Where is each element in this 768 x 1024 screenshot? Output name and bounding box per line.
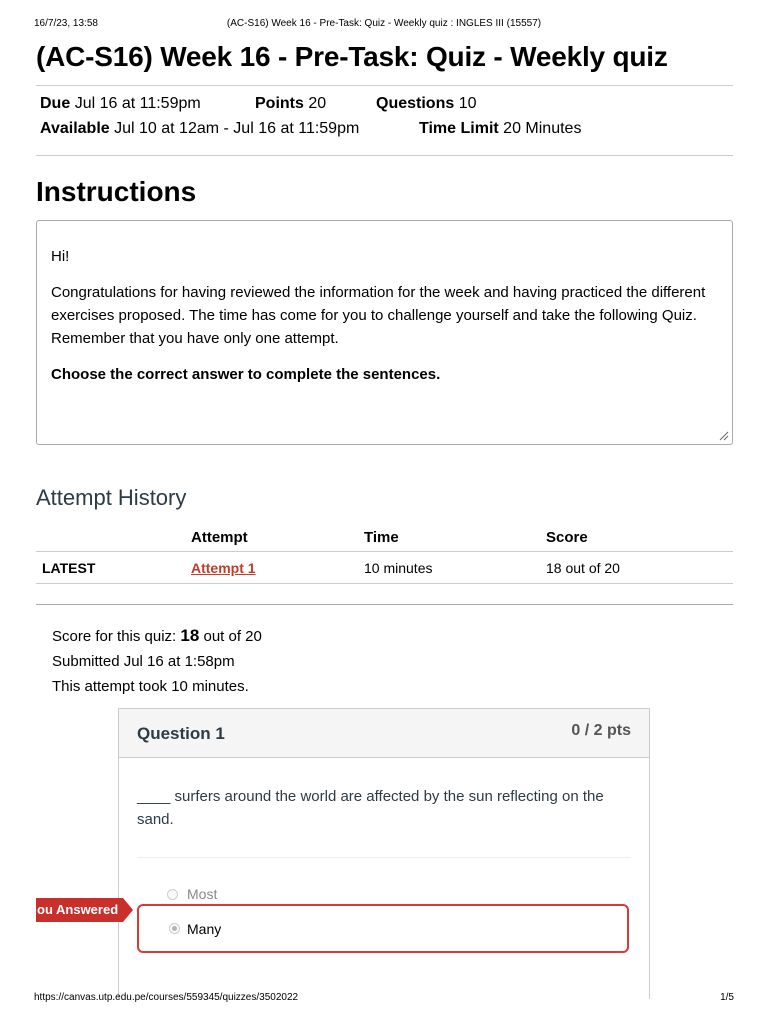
instructions-heading: Instructions: [36, 176, 197, 207]
column-header-attempt: Attempt: [191, 523, 364, 552]
points-detail: [255, 95, 326, 113]
questions-value: 10: [458, 95, 477, 112]
instructions-box: [36, 220, 733, 445]
time-limit-label: Time Limit: [419, 120, 499, 137]
print-page-number: 1/5: [720, 992, 734, 1003]
question-points: 0 / 2 pts: [571, 722, 631, 739]
instructions-greeting: Hi!: [51, 248, 70, 265]
attempt-link-cell: [191, 552, 364, 584]
time-limit-value: 20 Minutes: [503, 120, 582, 137]
score-prefix: Score for this quiz:: [52, 628, 181, 645]
table-row: [36, 552, 733, 584]
answer-label: Many: [187, 921, 222, 937]
submitted-line: Submitted Jul 16 at 1:58pm: [52, 653, 235, 670]
resize-handle-icon[interactable]: [719, 431, 729, 441]
print-page-title: (AC-S16) Week 16 - Pre-Task: Quiz - Weekly quiz : INGLES III (15557): [226, 18, 542, 29]
question-header: [119, 709, 649, 758]
available-label: Available: [40, 120, 110, 137]
question-divider: [137, 857, 631, 858]
attempt-1-link[interactable]: Attempt 1: [191, 559, 256, 576]
due-value: Jul 16 at 11:59pm: [74, 95, 201, 112]
page-title: (AC-S16) Week 16 - Pre-Task: Quiz - Weekly quiz: [36, 41, 668, 72]
question-text: ____ surfers around the world are affected by the sun reflecting on the sand.: [137, 788, 604, 828]
duration-line: This attempt took 10 minutes.: [52, 678, 249, 695]
instructions-directive: Choose the correct answer to complete the sentences.: [51, 366, 441, 383]
time-limit-detail: [419, 120, 581, 138]
divider: [36, 604, 733, 605]
questions-label: Questions: [376, 95, 455, 112]
points-label: Points: [255, 95, 304, 112]
column-header-blank: [36, 523, 191, 552]
answer-label: Most: [187, 886, 218, 902]
table-header-row: [36, 523, 733, 552]
answer-option-many[interactable]: [137, 904, 629, 953]
attempt-score: 18 out of 20: [546, 552, 733, 584]
radio-checked-icon[interactable]: [169, 923, 180, 934]
quiz-details: [36, 85, 733, 156]
available-detail: [40, 120, 359, 138]
column-header-score: Score: [546, 523, 733, 552]
radio-unchecked-icon[interactable]: [167, 889, 178, 900]
attempt-row-label: LATEST: [36, 552, 191, 584]
available-value: Jul 10 at 12am - Jul 16 at 11:59pm: [114, 120, 360, 137]
print-url: https://canvas.utp.edu.pe/courses/559345/quizzes/3502022: [34, 992, 299, 1003]
quiz-score-summary: [52, 623, 262, 699]
question-1-card: [118, 708, 650, 999]
questions-detail: [376, 95, 476, 113]
points-value: 20: [308, 95, 327, 112]
print-timestamp: 16/7/23, 13:58: [34, 18, 98, 29]
score-line: [52, 623, 262, 649]
column-header-time: Time: [364, 523, 546, 552]
due-label: Due: [40, 95, 71, 112]
due-detail: [40, 95, 201, 113]
attempt-time: 10 minutes: [364, 552, 546, 584]
score-suffix: out of 20: [199, 628, 262, 645]
you-answered-tag: ou Answered: [36, 898, 123, 922]
score-value: 18: [180, 626, 200, 645]
attempt-history-heading: Attempt History: [36, 485, 187, 510]
attempt-history-table: [36, 523, 733, 584]
instructions-body: Congratulations for having reviewed the information for the week and having practiced the different exercises proposed. The time has come for you to challenge yourself and take the following Quiz. Remember that you have only one attempt.: [51, 284, 706, 347]
question-title: Question 1: [137, 724, 225, 743]
